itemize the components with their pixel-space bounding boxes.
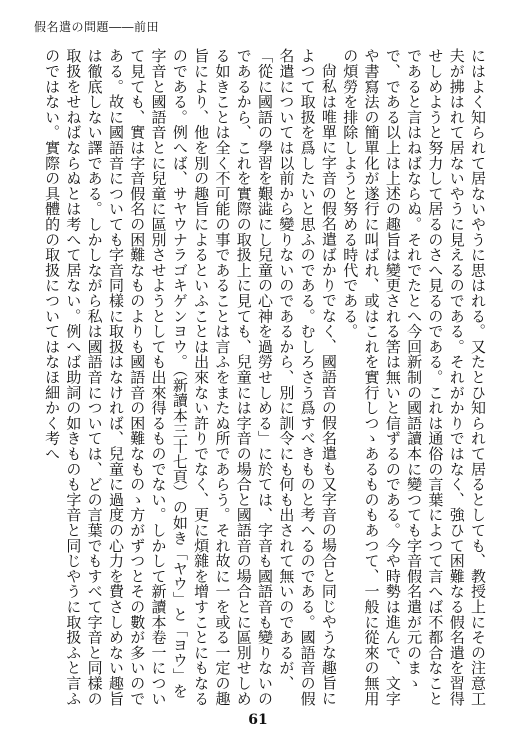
- page-number: 61: [248, 712, 268, 728]
- paragraph: 尙私は唯單に字音の假名遣ばかりでなく、國語音の假名遣も又字音の場合と同じやうな趣旨によつて取扱を爲したいと思ふのである。むしろさう爲すべきものと考へるのである。國語音の假名遣については以前から變りないのであるから、別に訓令にも何も出されて無いのであるが、「從に國語の學習を艱澁にし兒童の心神を過勞せしめる」に於ては、字音も國語音も變りないのであるから、これを實際の取扱上に見ても、兒童には字音の場合と國語音の場合とに區別せしめる如きことは全く不可能の事であることは言ふをまたぬ所であらう。それ故に一を或る一定の趣旨により、他を別の趣旨によるといふことは出來ない許りでなく、更に煩雜を增すことにもなるのである。例へば、サヤウナラゴキゲンヨウ。（新讀本三十七頁）の如き「ヤウ」と「ヨウ」を字音と國語音とに兒童に區別させようとしても出來得るものでない。しかして新讀本卷一について見ても、實は字音假名の困難なものよりも國語音の困難なものゝ方がずつとその數が多いのである。故に國語音についても字音同樣に取扱はなければ、兒童に過度の心力を費さしめない趣旨は徹底しない譯である。しかしながら私は國語音については、どの言葉でもすべて字音と同樣の取扱をせねばならぬとは考へて居ない。例へば助詞の如きものも字音と同じやうに取扱ふと言ふのではない。實際の具體的の取扱についてはなほ細かく考へ: [43, 48, 338, 706]
- body-text: [30, 48, 488, 706]
- paragraph: にはよく知られて居ないやうに思はれる。又たとひ知られて居るとしても、教授上にその注意工夫が拂はれて居ないやうに見えるのである。それがかりではなく、強ひて困難なる假名遣を習得せしめようと努力して居るのさへ見るのである。これは通俗の言葉によつて言へば不都合なことであると言はねばならぬ。それでたとへ今回新制の國語讀本に變つても字音假名遣が元のまゝで、である以上は上述の趣旨は變更される筈は無いと信ずるのである。今や時勢は進んで、文字や書寫法の簡單化が遂行に叫ばれ、或はこれを實行しつゝあるものもあつて、一般に從來の無用の煩勞を排除しようと努める時代である。: [341, 48, 487, 706]
- running-head: 假名遣の問題――前田: [34, 20, 160, 34]
